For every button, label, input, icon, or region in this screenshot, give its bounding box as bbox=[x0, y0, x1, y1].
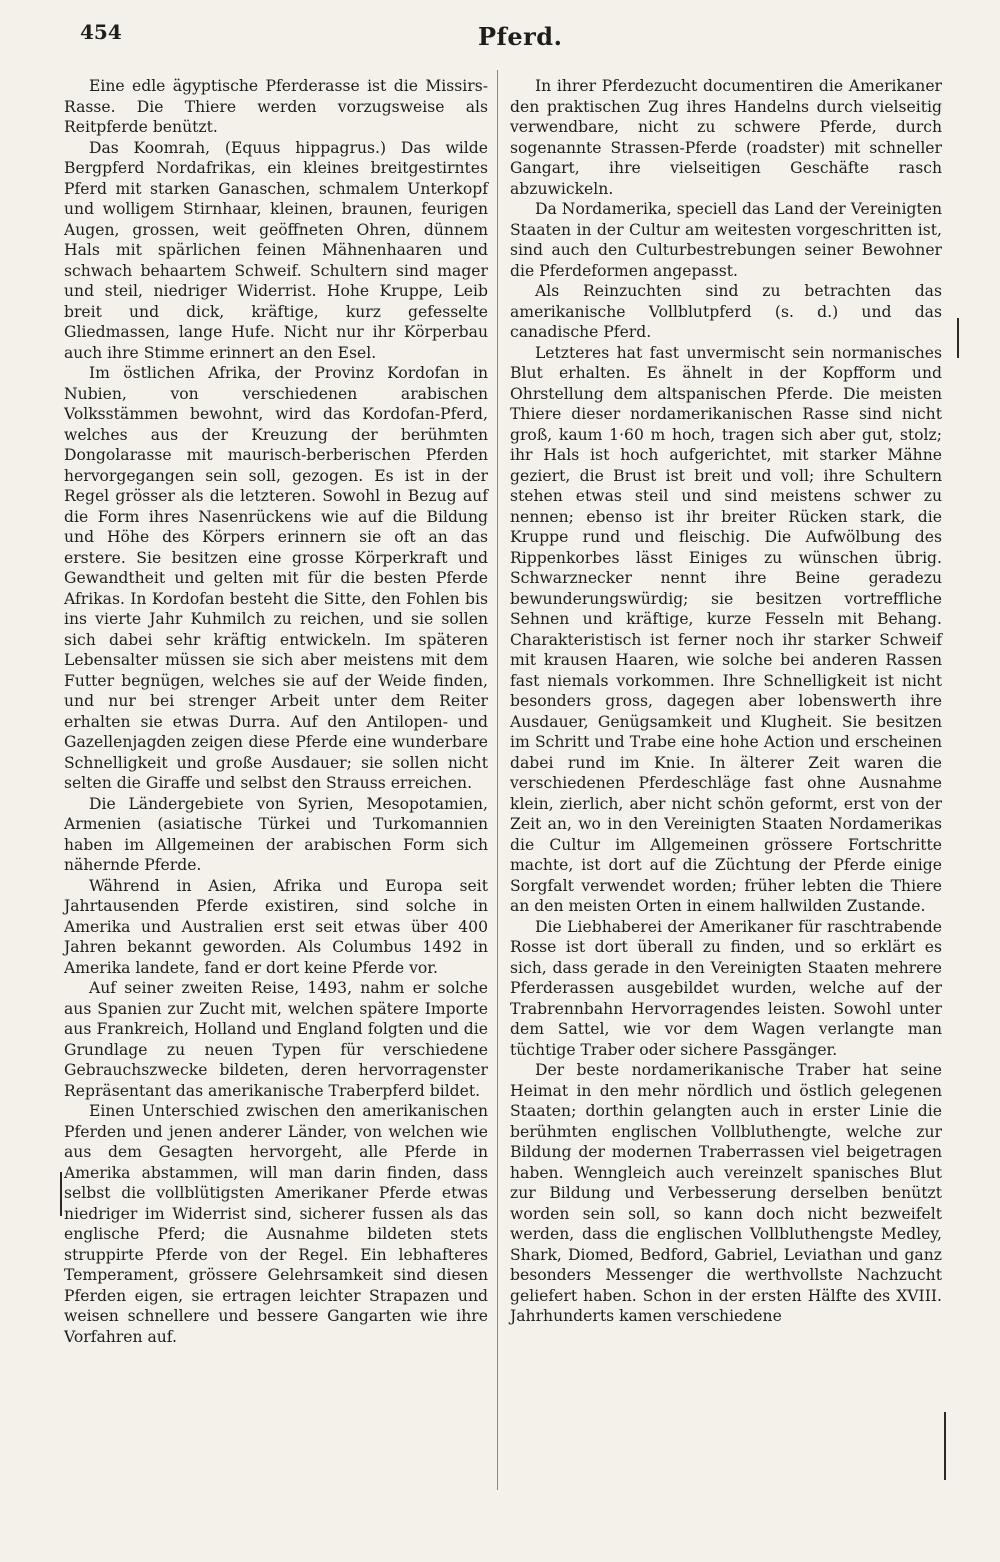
paragraph: Als Reinzuchten sind zu betrachten das amerikanische Vollblutpferd (s. d.) und das canadische Pferd. bbox=[510, 282, 942, 341]
paragraph: Eine edle ägyptische Pferderasse ist die Missirs-Rasse. Die Thiere werden vorzugsweise als Reitpferde benützt. bbox=[64, 77, 488, 136]
paragraph: Während in Asien, Afrika und Europa seit Jahrtausenden Pferde existiren, sind solche in Amerika und Australien erst seit etwas über 400 Jahren bekannt geworden. Als Columbus 1492 in Amerika landete, fand er dort keine Pferde vor. bbox=[64, 876, 488, 977]
paragraph: In ihrer Pferdezucht documentiren die Amerikaner den praktischen Zug ihres Handelns durch vielseitig verwendbare, nicht zu schwere Pferde, durch sogenannte Strassen-Pferde (roadster) mit schneller Gangart, ihre vielseitigen Geschäfte rasch abzuwickeln. bbox=[510, 77, 942, 198]
paragraph: Auf seiner zweiten Reise, 1493, nahm er solche aus Spanien zur Zucht mit, welchen spätere Importe aus Frankreich, Holland und England folgten und die Grundlage zu neuen Typen für verschiedene Gebrauchszwecke bildeten, deren hervorragenster Repräsentant das amerikanische Traberpferd bildet. bbox=[64, 979, 488, 1100]
running-title: Pferd. bbox=[478, 22, 563, 51]
paragraph: Einen Unterschied zwischen den amerikanischen Pferden und jenen anderer Länder, von welchen wie aus dem Gesagten hervorgeht, alle Pferde in Amerika abstammen, will man darin finden, dass selbst die vollblütigsten Amerikaner Pferde etwas niedriger im Widerrist sind, sicherer fussen als das englische Pferd; die Ausnahme bildeten stets struppirte Pferde von der Regel. Ein lebhafteres Temperament, grössere Gelehrsamkeit sind diesen Pferden eigen, sie ertragen leichter Strapazen und weisen schnellere und bessere Gangarten wie ihre Vorfahren auf. bbox=[64, 1102, 488, 1346]
paragraph: Der beste nordamerikanische Traber hat seine Heimat in den mehr nördlich und östlich gelegenen Staaten; dorthin gelangten auch in erster Linie die berühmten englischen Vollbluthengte, welche zur Bildung der modernen Traberrassen viel beigetragen haben. Wenngleich auch vereinzelt spanisches Blut zur Bildung und Verbesserung derselben benützt worden sein soll, so kann doch nicht bezweifelt werden, dass die englischen Vollbluthengste Medley, Shark, Diomed, Bedford, Gabriel, Leviathan und ganz besonders Messenger die werthvollste Nachzucht geliefert haben. Schon in der ersten Hälfte des XVIII. Jahrhunderts kamen verschiedene bbox=[510, 1061, 942, 1325]
page-number: 454 bbox=[80, 20, 122, 44]
paragraph: Die Ländergebiete von Syrien, Mesopotamien, Armenien (asiatische Türkei und Turkomannien haben im Allgemeinen der arabischen Form sich nähernde Pferde. bbox=[64, 794, 488, 874]
margin-mark bbox=[944, 1412, 946, 1480]
paragraph: Die Liebhaberei der Amerikaner für raschtrabende Rosse ist dort überall zu finden, und so erklärt es sich, dass gerade in den Vereinigten Staaten mehrere Pferderassen ausgebildet wurden, welche auf der Trabrennbahn Hervorragendes leisten. Sowohl unter dem Sattel, wie vor dem Wagen verlangte man tüchtige Traber oder sichere Passgänger. bbox=[510, 917, 942, 1059]
left-column bbox=[64, 76, 488, 1347]
margin-mark bbox=[957, 318, 959, 358]
paragraph: Letzteres hat fast unvermischt sein normanisches Blut erhalten. Es ähnelt in der Kopfform und Ohrstellung dem altspanischen Pferde. Die meisten Thiere dieser nordamerikanischen Rasse sind nicht groß, kaum 1·60 m hoch, tragen sich aber gut, stolz; ihr Hals ist hoch aufgerichtet, mit starker Mähne geziert, die Brust ist breit und voll; ihre Schultern stehen etwas steil und sind meistens schwer zu nennen; ebenso ist ihr breiter Rücken stark, die Kruppe rund und fleischig. Die Aufwölbung des Rippenkorbes lässt Einiges zu wünschen übrig. Schwarznecker nennt ihre Beine geradezu bewunderungswürdig; sie besitzen vortreffliche Sehnen und kräftige, kurze Fesseln mit Behang. Charakteristisch ist ferner noch ihr starker Schweif mit krausen Haaren, wie solche bei anderen Rassen fast niemals vorkommen. Ihre Schnelligkeit ist nicht besonders gross, dagegen aber lobenswerth ihre Ausdauer, Genügsamkeit und Klugheit. Sie besitzen im Schritt und Trabe eine hohe Action und erscheinen dabei rund im Knie. In älterer Zeit waren die verschiedenen Pferdeschläge fast ohne Ausnahme klein, zierlich, aber nicht schön geformt, erst von der Zeit an, wo in den Vereinigten Staaten Nordamerikas die Cultur im Allgemeinen grössere Fortschritte machte, ist dort auf die Züchtung der Pferde einige Sorgfalt verwendet worden; früher lebten die Thiere an den meisten Orten in einem hallwilden Zustande. bbox=[510, 343, 942, 915]
column-divider bbox=[497, 70, 498, 1490]
paragraph: Da Nordamerika, speciell das Land der Vereinigten Staaten in der Cultur am weitesten vorgeschritten ist, sind auch den Culturbestrebungen seiner Bewohner die Pferdeformen angepasst. bbox=[510, 200, 942, 280]
margin-mark bbox=[60, 1172, 62, 1216]
paragraph: Im östlichen Afrika, der Provinz Kordofan in Nubien, von verschiedenen arabischen Volksstämmen bewohnt, wird das Kordofan-Pferd, welches aus der Kreuzung der berühmten Dongolarasse mit maurisch-berberischen Pferden hervorgegangen sein soll, gezogen. Es ist in der Regel grösser als die letzteren. Sowohl in Bezug auf die Form ihres Nasenrückens wie auf die Bildung und Höhe des Körpers erinnern sie oft an das erstere. Sie besitzen eine grosse Körperkraft und Gewandtheit und gelten mit für die besten Pferde Afrikas. In Kordofan besteht die Sitte, den Fohlen bis ins vierte Jahr Kuhmilch zu reichen, und sie sollen sich dabei sehr kräftig entwickeln. Im späteren Lebensalter müssen sie sich aber meistens mit dem Futter begnügen, welches sie auf der Weide finden, und nur bei strenger Arbeit unter dem Reiter erhalten sie etwas Durra. Auf den Antilopen- und Gazellenjagden zeigen diese Pferde eine wunderbare Schnelligkeit und große Ausdauer; sie sollen nicht selten die Giraffe und selbst den Strauss erreichen. bbox=[64, 364, 488, 792]
paragraph: Das Koomrah, (Equus hippagrus.) Das wilde Bergpferd Nordafrikas, ein kleines breitgestirntes Pferd mit starken Ganaschen, schmalem Unterkopf und wolligem Stirnhaar, kleinen, braunen, feurigen Augen, grossen, weit geöffneten Ohren, dünnem Hals mit spärlichen feinen Mähnenhaaren und schwach behaartem Schweif. Schultern sind mager und steil, niedriger Widerrist. Hohe Kruppe, Leib breit und dick, kräftige, kurz gefesselte Gliedmassen, lange Hufe. Nicht nur ihr Körperbau auch ihre Stimme erinnert an den Esel. bbox=[64, 138, 488, 362]
right-column bbox=[510, 76, 942, 1327]
